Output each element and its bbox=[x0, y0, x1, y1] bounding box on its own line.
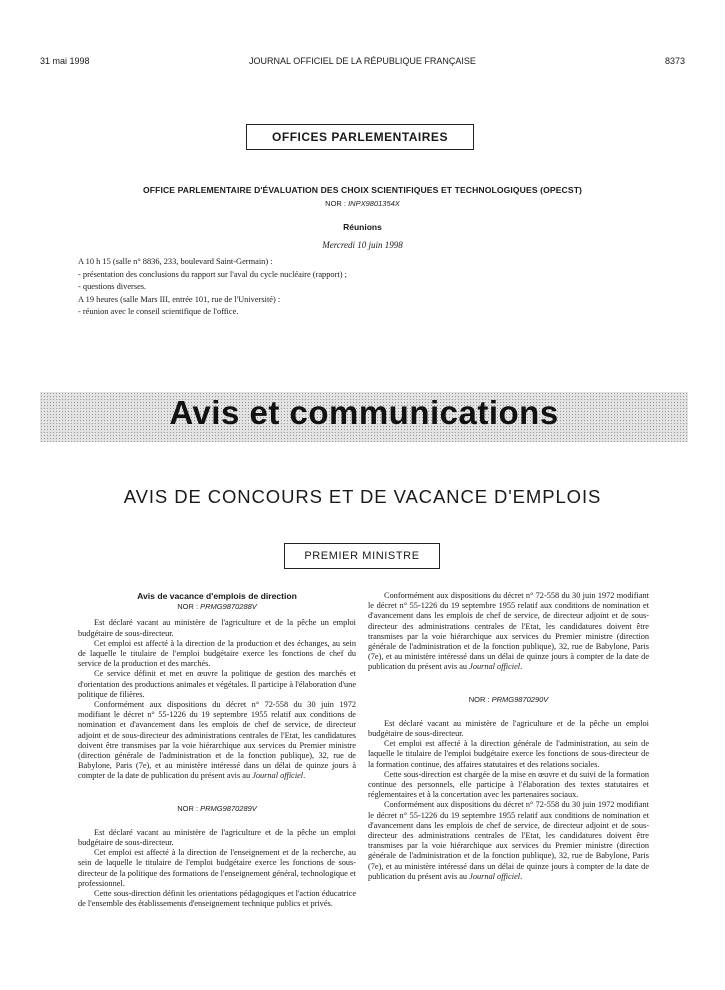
header-date: 31 mai 1998 bbox=[40, 56, 90, 66]
paragraph: Conformément aux dispositions du décret n° 72-558 du 30 juin 1972 modifiant le décret n° 55-1226 du 19 septembre 1955 relatif aux conditions de nomination et d'avancement dans les emplois de chef de service, de directeur adjoint et de sous-directeur des administrations centrales de l'Etat, les candidatures doivent être transmises par la voie hiérarchique aux services du Premier ministre (direction générale de l'administration et de la fonction publique), 32, rue de Babylone, Paris (7e), et au ministère intéressé dans un délai de quinze jours à compter de la date de publication du présent avis au Journal officiel. bbox=[368, 591, 649, 672]
agenda-item: - réunion avec le conseil scientifique de l'office. bbox=[78, 307, 239, 317]
nor-code: PRMG9870288V bbox=[200, 602, 257, 612]
paragraph: Cet emploi est affecté à la direction générale de l'administration, au sein de laquelle le titulaire de l'emploi budgétaire exerce les fonctions de sous-directeur de la formation continue, des affaires statutaires et des relations sociales. bbox=[368, 739, 649, 769]
nor-line bbox=[368, 695, 649, 705]
header-page-number: 8373 bbox=[664, 56, 685, 66]
paragraph: Est déclaré vacant au ministère de l'agriculture et de la pêche un emploi budgétaire de sous-directeur. bbox=[368, 718, 649, 739]
paragraph: Cet emploi est affecté à la direction de la production et des échanges, au sein de laquelle le titulaire de l'emploi budgétaire exerce les fonctions de chef du service de la production et des marchés. bbox=[78, 638, 356, 669]
ministry-box: PREMIER MINISTRE bbox=[284, 543, 440, 569]
paragraph: Est déclaré vacant au ministère de l'agriculture et de la pêche un emploi budgétaire de sous-directeur. bbox=[78, 827, 356, 848]
nor-line bbox=[78, 804, 356, 814]
page-header bbox=[40, 56, 685, 70]
nor-label: NOR : bbox=[177, 602, 201, 612]
agenda-item: A 10 h 15 (salle n° 8836, 233, boulevard Saint-Germain) : bbox=[78, 257, 273, 266]
paragraph: Ce service définit et met en œuvre la politique de gestion des marchés et d'orientation des productions animales et végétales. Il participe à l'élaboration d'une politique de filières. bbox=[78, 669, 356, 699]
nor-code: INPX9801354X bbox=[348, 199, 400, 208]
paragraph: Conformément aux dispositions du décret n° 72-558 du 30 juin 1972 modifiant le décret n° 55-1226 du 19 septembre 1955 relatif aux conditions de nomination et d'avancement dans les emplois de chef de service, de directeur adjoint et de sous-directeur des administrations centrales de l'Etat, les candidatures doivent être transmises par la voie hiérarchique aux services du Premier ministre (direction générale de l'administration et de la fonction publique), 32, rue de Babylone, Paris (7e), et au ministère intéressé dans un délai de quinze jours à compter de la date de publication du présent avis au Journal officiel. bbox=[78, 700, 356, 781]
paragraph: Cette sous-direction définit les orientations pédagogiques et l'action éducatrice de l'ensemble des établissements d'enseignement technique publics et privés. bbox=[78, 889, 356, 909]
vacancy-heading: Avis de vacance d'emplois de direction bbox=[137, 591, 297, 601]
nor-line bbox=[78, 602, 356, 612]
agenda-item: - questions diverses. bbox=[78, 282, 147, 292]
nor-label: NOR : bbox=[325, 199, 349, 208]
office-name: OFFICE PARLEMENTAIRE D'ÉVALUATION DES CHOIX SCIENTIFIQUES ET TECHNOLOGIQUES (OPECST) bbox=[142, 185, 583, 195]
nor-code: PRMG9870290V bbox=[491, 694, 549, 704]
paragraph: Cet emploi est affecté à la direction de l'enseignement et de la recherche, au sein de laquelle le titulaire de l'emploi budgétaire exerce les fonctions de sous-directeur de la politique des formations de l'enseignement général, technologique et professionnel. bbox=[78, 848, 356, 888]
journal-officiel-ref: Journal officiel bbox=[469, 662, 521, 672]
reunions-date: Mercredi 10 juin 1998 bbox=[322, 240, 403, 250]
agenda-item: - présentation des conclusions du rapport sur l'aval du cycle nucléaire (rapport) ; bbox=[78, 269, 347, 279]
paragraph: Est déclaré vacant au ministère de l'agriculture et de la pêche un emploi budgétaire de sous-directeur. bbox=[78, 618, 356, 638]
avis-communications-title: Avis et communications bbox=[169, 394, 559, 431]
office-nor bbox=[40, 199, 685, 208]
journal-officiel-ref: Journal officiel bbox=[469, 871, 521, 881]
journal-officiel-ref: Journal officiel bbox=[252, 771, 304, 781]
agenda-list bbox=[78, 256, 638, 319]
concours-title: AVIS DE CONCOURS ET DE VACANCE D'EMPLOIS bbox=[123, 486, 602, 507]
nor-code: PRMG9870289V bbox=[200, 803, 257, 813]
right-column bbox=[368, 591, 649, 882]
nor-label: NOR : bbox=[468, 694, 492, 704]
avis-communications-band bbox=[40, 392, 688, 442]
left-column bbox=[78, 591, 356, 909]
paragraph: Conformément aux dispositions du décret n° 72-558 du 30 juin 1972 modifiant le décret n° 55-1226 du 19 septembre 1955 relatif aux conditions de nomination et d'avancement dans les emplois de chef de service, de directeur adjoint et de sous-directeur des administrations centrales de l'Etat, les candidatures doivent être transmises par la voie hiérarchique aux services du Premier ministre (direction générale de l'administration et de la fonction publique), 32, rue de Babylone, Paris (7e), et au ministère intéressé dans un délai de quinze jours à compter de la date de publication du présent avis au Journal officiel. bbox=[368, 800, 649, 881]
nor-label: NOR : bbox=[177, 803, 201, 813]
agenda-item: A 19 heures (salle Mars III, entrée 101, rue de l'Université) : bbox=[78, 294, 281, 304]
paragraph: Cette sous-direction est chargée de la mise en œuvre et du suivi de la formation continue des personnels, elle participe à l'élaboration des textes statutaires et réglementaires et à la concertation avec les partenaires sociaux. bbox=[368, 769, 649, 800]
offices-parlementaires-box: OFFICES PARLEMENTAIRES bbox=[246, 124, 474, 150]
header-journal-title: JOURNAL OFFICIEL DE LA RÉPUBLIQUE FRANÇAISE bbox=[249, 56, 476, 66]
reunions-title: Réunions bbox=[343, 222, 382, 232]
